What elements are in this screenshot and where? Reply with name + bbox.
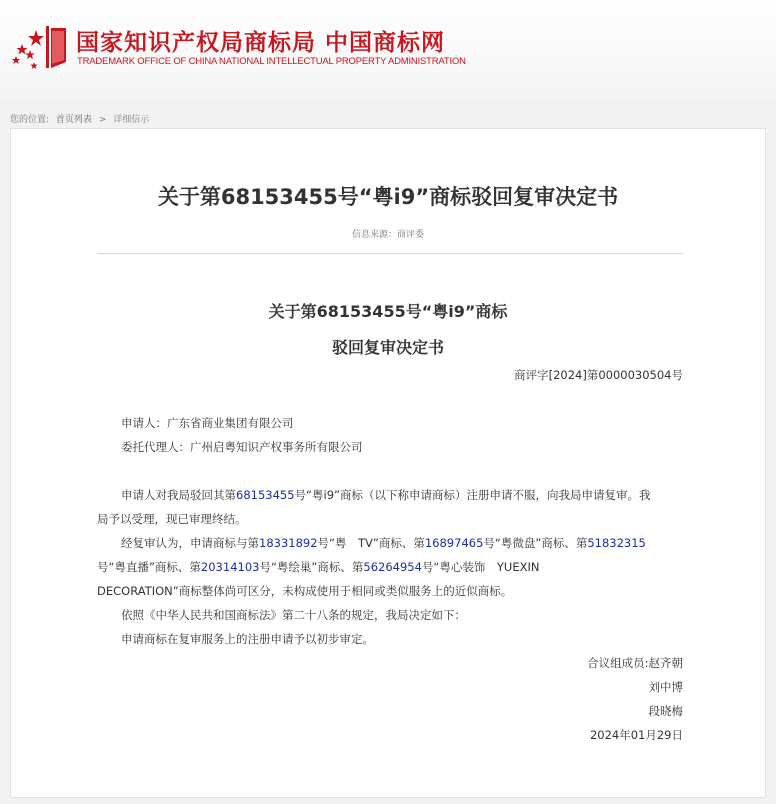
page-title: 关于第68153455号“粤i9”商标驳回复审决定书	[157, 185, 619, 209]
breadcrumb-home-link[interactable]: 首页列表	[55, 115, 92, 125]
trademark-number-link[interactable]: 18331892	[259, 536, 318, 550]
text-segment: 经复审认为，申请商标与第	[121, 536, 259, 550]
breadcrumb	[10, 112, 153, 125]
site-title-cn[interactable]: 国家知识产权局商标局 中国商标网	[76, 29, 446, 56]
panel-member: 段晓梅	[648, 704, 683, 718]
text-segment: 号“粤心装饰 YUEXIN	[421, 560, 540, 574]
breadcrumb-prefix: 您的位置:	[10, 115, 50, 125]
panel-members-label: 合议组成员:赵齐朝	[587, 656, 683, 670]
info-source: 信息来源：商评委	[351, 230, 424, 240]
text-segment: 号“粤i9”商标（以下称申请商标）注册申请不服，向我局申请复审。我	[294, 488, 651, 502]
paragraph-3: 依照《中华人民共和国商标法》第二十八条的规定，我局决定如下：	[121, 608, 466, 622]
document-title-line1: 关于第68153455号“粤i9”商标	[268, 302, 508, 321]
text-segment: 号“粤 TV”商标、第	[317, 536, 425, 550]
breadcrumb-separator: >	[98, 115, 107, 125]
site-header	[0, 0, 776, 100]
trademark-number-link[interactable]: 68153455	[236, 488, 295, 502]
paragraph-2-line-3: DECORATION”商标整体尚可区分，未构成使用于相同或类似服务上的近似商标。	[97, 584, 513, 598]
agent-line: 委托代理人：广州启粤知识产权事务所有限公司	[121, 440, 363, 454]
text-segment: 号“粤直播”商标、第	[97, 560, 201, 574]
paragraph-2-line-1	[121, 535, 646, 551]
panel-member: 刘中博	[648, 680, 683, 694]
reference-number: 商评字[2024]第0000030504号	[514, 368, 683, 382]
decision-date: 2024年01月29日	[589, 728, 683, 742]
paragraph-4: 申请商标在复审服务上的注册申请予以初步审定。	[121, 632, 374, 646]
text-segment: 号“粤微盘”商标、第	[483, 536, 588, 550]
applicant-line: 申请人：广东省商业集团有限公司	[121, 416, 294, 430]
site-title-en: TRADEMARK OFFICE OF CHINA NATIONAL INTELLECTUAL PROPERTY ADMINISTRATION	[77, 56, 466, 67]
article-card	[10, 128, 766, 798]
trademark-number-link[interactable]: 51832315	[587, 536, 646, 550]
trademark-number-link[interactable]: 56264954	[363, 560, 422, 574]
title-divider	[97, 253, 683, 254]
breadcrumb-current: 详细信示	[113, 115, 150, 125]
trademark-number-link[interactable]: 20314103	[200, 560, 260, 574]
text-segment: 申请人对我局驳回其第	[121, 488, 236, 502]
paragraph-1-line-2: 局予以受理，现已审理终结。	[97, 512, 247, 526]
trademark-number-link[interactable]: 16897465	[424, 536, 484, 550]
paragraph-2-line-2	[97, 559, 539, 575]
cnipa-logo-icon[interactable]	[8, 22, 72, 72]
document-title-line2: 驳回复审决定书	[331, 338, 444, 357]
text-segment: 号“粤绘巢”商标、第	[259, 560, 364, 574]
paragraph-1-line-1	[121, 487, 650, 503]
